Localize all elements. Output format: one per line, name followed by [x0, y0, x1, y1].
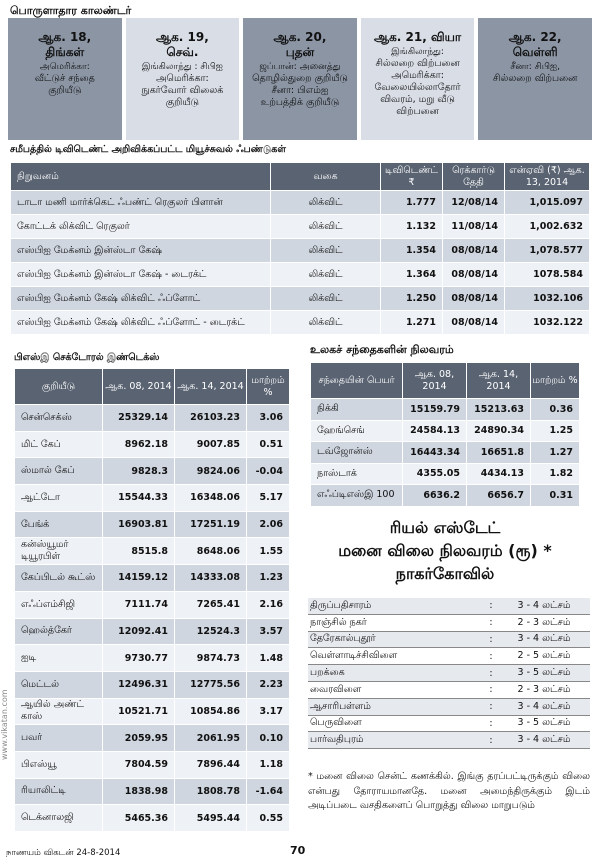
calendar-weekday: செவ். — [166, 45, 199, 59]
fund-name: டாடா மணி மார்க்கெட் ஃபண்ட் ரெகுலர் பிளான் — [11, 191, 271, 215]
fund-nav: 1,078.577 — [505, 239, 590, 263]
fund-dividend: 1.354 — [381, 239, 443, 263]
world-market-name: நாஸ்டாக் — [311, 463, 403, 485]
price-colon: : — [489, 684, 493, 696]
bse-index-name: ஆயில் அண்ட் காஸ் — [15, 698, 103, 725]
funds-table — [10, 162, 590, 335]
world-value-d2: 15213.63 — [467, 399, 531, 421]
bse-value-d1: 9828.3 — [103, 458, 175, 485]
price-value: 2 - 3 லட்சம் — [517, 616, 571, 628]
fund-record-date: 11/08/14 — [443, 215, 505, 239]
bse-row — [15, 645, 290, 672]
world-value-d1: 24584.13 — [403, 420, 467, 442]
bse-row — [15, 511, 290, 538]
calendar-weekday: புதன் — [285, 45, 315, 59]
calendar-event: தொழில்துறை குறியீடு — [252, 73, 348, 85]
calendar-event: குறியீடு — [165, 97, 199, 108]
world-value-d1: 16443.34 — [403, 442, 467, 464]
price-value: 3 - 5 லட்சம் — [517, 667, 571, 679]
price-row — [308, 632, 590, 649]
bse-value-d1: 7111.74 — [103, 591, 175, 618]
calendar-event: குறியீடு — [48, 85, 82, 97]
bse-value-d2: 2061.95 — [175, 725, 247, 752]
world-change: 1.27 — [531, 442, 580, 464]
bse-change: 1.55 — [247, 538, 290, 565]
bse-change: 2.23 — [247, 671, 290, 698]
fund-record-date: 08/08/14 — [443, 311, 505, 335]
calendar-date: ஆக. 21, வியா — [373, 30, 462, 44]
calendar-day — [243, 18, 357, 140]
price-colon: : — [489, 650, 493, 662]
bse-change: 1.23 — [247, 565, 290, 592]
fund-name: எஸ்பிஐ மேக்னம் கேஷ் லிக்விட் ஃப்ளோட் - டைரக்ட் — [11, 311, 271, 335]
calendar-day — [478, 18, 592, 140]
bse-index-name: கன்ஸ்யூமர் டியூரபிள் — [15, 538, 103, 565]
bse-row — [15, 725, 290, 752]
price-colon: : — [489, 717, 493, 729]
bse-title: பிஎஸ்இ செக்டோரல் இண்டெக்ஸ் — [14, 352, 160, 363]
calendar-event: சில்லறை விற்பனை — [493, 73, 578, 85]
fund-type: லிக்விட் — [271, 239, 381, 263]
fund-nav: 1032.106 — [505, 287, 590, 311]
price-value: 3 - 4 லட்சம் — [517, 700, 571, 712]
bse-value-d2: 10854.86 — [175, 698, 247, 725]
bse-index-name: மிட் கேப் — [15, 431, 103, 458]
bse-index-name: ஸ்மால் கேப் — [15, 458, 103, 485]
col-header: குறியீடு — [15, 369, 103, 405]
fund-nav: 1032.122 — [505, 311, 590, 335]
price-place: வெள்ளாடிச்சிவிளை — [310, 650, 398, 662]
bse-row — [15, 618, 290, 645]
bse-row — [15, 671, 290, 698]
bse-value-d2: 7265.41 — [175, 591, 247, 618]
price-row — [308, 598, 590, 615]
col-header: என்ஏவி (₹) ஆக. 13, 2014 — [505, 163, 590, 191]
col-header: ரெக்கார்டு தேதி — [443, 163, 505, 191]
fund-row — [11, 311, 590, 335]
bse-value-d2: 17251.19 — [175, 511, 247, 538]
world-change: 0.31 — [531, 485, 580, 507]
world-market-name: எஃப்டிஎஸ்இ 100 — [311, 485, 403, 507]
bse-value-d1: 16903.81 — [103, 511, 175, 538]
fund-nav: 1,002.632 — [505, 215, 590, 239]
calendar-title: பொருளாதார காலண்டர் — [10, 4, 132, 17]
price-colon: : — [489, 701, 493, 713]
bse-change: 1.48 — [247, 645, 290, 672]
bse-row — [15, 805, 290, 832]
fund-row — [11, 263, 590, 287]
calendar-weekday: திங்கள் — [45, 45, 85, 59]
bse-index-name: சென்செக்ஸ் — [15, 405, 103, 432]
bse-index-name: எஃப்எம்சிஜி — [15, 591, 103, 618]
price-row — [308, 665, 590, 682]
bse-value-d1: 25329.14 — [103, 405, 175, 432]
calendar-event: உற்பத்திக் குறியீடு — [260, 97, 340, 108]
fund-name: எஸ்பிஐ மேக்னம் கேஷ் லிக்விட் ஃப்ளோட் — [11, 287, 271, 311]
world-change: 1.25 — [531, 420, 580, 442]
bse-value-d2: 14333.08 — [175, 565, 247, 592]
price-value: 3 - 4 லட்சம் — [517, 734, 571, 746]
bse-value-d1: 8515.8 — [103, 538, 175, 565]
world-row — [311, 485, 580, 507]
fund-row — [11, 239, 590, 263]
fund-type: லிக்விட் — [271, 263, 381, 287]
fund-name: எஸ்பிஐ மேக்னம் இன்ஸ்டா கேஷ் - டைரக்ட் — [11, 263, 271, 287]
bse-change: 5.17 — [247, 485, 290, 512]
price-row — [308, 682, 590, 699]
col-header: சந்தையின் பெயர் — [311, 363, 403, 399]
site-watermark: www.vikatan.com — [0, 689, 9, 760]
fund-type: லிக்விட் — [271, 311, 381, 335]
bse-index-name: ஐடி — [15, 645, 103, 672]
fund-dividend: 1.777 — [381, 191, 443, 215]
calendar-event: சீனா: பிஎம்ஐ — [271, 85, 329, 97]
bse-row — [15, 538, 290, 565]
price-row — [308, 648, 590, 665]
price-value: 3 - 5 லட்சம் — [517, 717, 571, 729]
price-colon: : — [489, 667, 493, 679]
calendar-event: அமெரிக்கா: — [39, 62, 90, 72]
world-value-d1: 6636.2 — [403, 485, 467, 507]
fund-nav: 1078.584 — [505, 263, 590, 287]
bse-row — [15, 458, 290, 485]
price-row — [308, 716, 590, 733]
bse-change: 2.06 — [247, 511, 290, 538]
price-place: வைரவிளை — [310, 683, 362, 695]
fund-row — [11, 215, 590, 239]
bse-change: 0.10 — [247, 725, 290, 752]
fund-record-date: 12/08/14 — [443, 191, 505, 215]
bse-change: 3.17 — [247, 698, 290, 725]
calendar-event: நுகர்வோர் விலைக் — [141, 85, 224, 97]
col-header: ஆக. 08, 2014 — [103, 369, 175, 405]
bse-change: 2.16 — [247, 591, 290, 618]
world-row — [311, 442, 580, 464]
bse-value-d2: 12524.3 — [175, 618, 247, 645]
footer-magazine: நாணயம் விகடன் 24-8-2014 — [6, 848, 121, 858]
price-row — [308, 615, 590, 632]
bse-value-d2: 7896.44 — [175, 751, 247, 778]
calendar-event: வீட்டுச் சந்தை — [34, 73, 95, 85]
bse-index-name: ஆட்டோ — [15, 485, 103, 512]
bse-index-name: ஹெல்த்கேர் — [15, 618, 103, 645]
world-value-d2: 24890.34 — [467, 420, 531, 442]
world-title: உலகச் சந்தைகளின் நிலவரம் — [310, 343, 454, 356]
price-place: திருப்பதிசாரம் — [310, 599, 372, 611]
bse-row — [15, 591, 290, 618]
bse-value-d1: 8962.18 — [103, 431, 175, 458]
price-place: பறக்கை — [310, 667, 345, 679]
price-value: 3 - 4 லட்சம் — [517, 599, 571, 611]
world-row — [311, 463, 580, 485]
calendar-day — [8, 18, 122, 140]
world-value-d2: 16651.8 — [467, 442, 531, 464]
bse-value-d1: 12496.31 — [103, 671, 175, 698]
bse-change: 3.06 — [247, 405, 290, 432]
calendar-event: விவரம், மறு வீடு — [380, 93, 455, 105]
bse-value-d2: 5495.44 — [175, 805, 247, 832]
world-value-d1: 15159.79 — [403, 399, 467, 421]
price-value: 2 - 5 லட்சம் — [517, 650, 571, 662]
funds-title: சமீபத்தில் டிவிடெண்ட் அறிவிக்கப்பட்ட மியூச்சுவல் ஃபண்டுகள் — [10, 144, 286, 155]
calendar-event: சில்லறை விற்பனை — [375, 58, 460, 70]
bse-row — [15, 778, 290, 805]
price-colon: : — [489, 617, 493, 629]
calendar-day — [361, 18, 475, 140]
bse-table — [14, 368, 290, 832]
calendar-date: ஆக. 18, — [38, 30, 92, 44]
fund-row — [11, 287, 590, 311]
col-header: டிவிடெண்ட் ₹ — [381, 163, 443, 191]
price-place: பெருவிளை — [310, 717, 362, 729]
fund-row — [11, 191, 590, 215]
calendar-day — [126, 18, 240, 140]
calendar-event: வேலையில்லாதோர் — [374, 82, 461, 93]
bse-change: -0.04 — [247, 458, 290, 485]
price-colon: : — [489, 600, 493, 612]
fund-record-date: 08/08/14 — [443, 263, 505, 287]
calendar-date: ஆக. 22, — [508, 30, 562, 44]
bse-change: 3.57 — [247, 618, 290, 645]
calendar-event: அமெரிக்கா: — [156, 73, 209, 85]
realestate-heading-line: ரியல் எஸ்டேட் — [389, 518, 501, 537]
bse-value-d1: 1838.98 — [103, 778, 175, 805]
bse-change: 0.51 — [247, 431, 290, 458]
bse-value-d2: 9007.85 — [175, 431, 247, 458]
world-value-d2: 6656.7 — [467, 485, 531, 507]
bse-index-name: பேங்க் — [15, 511, 103, 538]
calendar-event: ஜப்பான்: அனைத்து — [259, 62, 341, 72]
realestate-heading-line: மனை விலை நிலவரம் (ரூ) * — [338, 541, 552, 561]
bse-change: -1.64 — [247, 778, 290, 805]
fund-type: லிக்விட் — [271, 215, 381, 239]
bse-value-d2: 26103.23 — [175, 405, 247, 432]
fund-type: லிக்விட் — [271, 191, 381, 215]
bse-change: 1.18 — [247, 751, 290, 778]
bse-value-d2: 12775.56 — [175, 671, 247, 698]
col-header: ஆக. 14, 2014 — [175, 369, 247, 405]
calendar-weekday: வெள்ளி — [512, 45, 558, 59]
bse-value-d1: 7804.59 — [103, 751, 175, 778]
price-place: தேரேகால்புதூர் — [310, 633, 376, 645]
price-place: ஆசாரிபள்ளம் — [310, 700, 371, 712]
price-value: 3 - 4 லட்சம் — [517, 633, 571, 645]
bse-value-d2: 9874.73 — [175, 645, 247, 672]
price-value: 2 - 3 லட்சம் — [517, 683, 571, 695]
bse-value-d1: 9730.77 — [103, 645, 175, 672]
world-value-d2: 4434.13 — [467, 463, 531, 485]
world-market-name: ஹேங்செங் — [311, 420, 403, 442]
bse-row — [15, 751, 290, 778]
bse-value-d1: 14159.12 — [103, 565, 175, 592]
bse-index-name: மெட்டல் — [15, 671, 103, 698]
calendar-date: ஆக. 20, — [273, 30, 327, 44]
world-market-name: நிக்கி — [311, 399, 403, 421]
bse-value-d2: 1808.78 — [175, 778, 247, 805]
calendar-date: ஆக. 19, — [155, 30, 209, 44]
calendar-event: விற்பனை — [396, 105, 439, 117]
bse-row — [15, 485, 290, 512]
realestate-heading — [310, 516, 580, 586]
col-header: ஆக. 08, 2014 — [403, 363, 467, 399]
bse-index-name: டெக்னாலஜி — [15, 805, 103, 832]
price-colon: : — [489, 734, 493, 746]
bse-value-d2: 16348.06 — [175, 485, 247, 512]
realestate-heading-line: நாகர்கோவில் — [395, 564, 495, 584]
col-header: மாற்றம் % — [247, 369, 290, 405]
calendar-event: அமெரிக்கா: — [391, 70, 444, 82]
col-header: ஆக. 14, 2014 — [467, 363, 531, 399]
fund-type: லிக்விட் — [271, 287, 381, 311]
world-market-name: டவ்ஜோன்ஸ் — [311, 442, 403, 464]
calendar-event: இங்கிலாந்து: — [391, 47, 444, 57]
calendar-strip — [8, 18, 592, 140]
bse-value-d1: 12092.41 — [103, 618, 175, 645]
world-value-d1: 4355.05 — [403, 463, 467, 485]
bse-index-name: பவர் — [15, 725, 103, 752]
col-header: மாற்றம் % — [531, 363, 580, 399]
world-change: 0.36 — [531, 399, 580, 421]
page-number: 70 — [290, 844, 306, 857]
price-place: நாஞ்சில் நகர் — [310, 616, 367, 628]
fund-dividend: 1.271 — [381, 311, 443, 335]
fund-dividend: 1.250 — [381, 287, 443, 311]
fund-dividend: 1.364 — [381, 263, 443, 287]
fund-name: எஸ்பிஐ மேக்னம் இன்ஸ்டா கேஷ் — [11, 239, 271, 263]
bse-change: 0.55 — [247, 805, 290, 832]
fund-record-date: 08/08/14 — [443, 239, 505, 263]
col-header: வகை — [271, 163, 381, 191]
bse-row — [15, 565, 290, 592]
fund-dividend: 1.132 — [381, 215, 443, 239]
bse-index-name: பிஎஸ்யூ — [15, 751, 103, 778]
bse-index-name: கேப்பிடல் கூட்ஸ் — [15, 565, 103, 592]
bse-row — [15, 405, 290, 432]
world-row — [311, 420, 580, 442]
world-row — [311, 399, 580, 421]
fund-name: கோட்டக் லிக்விட் ரெகுலர் — [11, 215, 271, 239]
realestate-note: * மனை விலை சென்ட் கணக்கில். இங்கு தரப்பட்டிருக்கும் விலை என்பது தோராயமானதே. மனை அமைந்திருக்கும் இடம் அடிப்படை வசதிகளைப் பொறுத்து விலை மாறுபடும் — [308, 771, 590, 812]
world-markets-table — [310, 362, 580, 507]
calendar-event: இங்கிலாந்து : சிபிஐ — [141, 62, 223, 72]
bse-row — [15, 698, 290, 725]
price-place: பார்வதிபுரம் — [310, 734, 364, 746]
world-change: 1.82 — [531, 463, 580, 485]
fund-record-date: 08/08/14 — [443, 287, 505, 311]
bse-value-d1: 2059.95 — [103, 725, 175, 752]
price-row — [308, 699, 590, 716]
price-row — [308, 732, 590, 749]
calendar-event: சீனா: சிபிஐ, — [510, 62, 560, 72]
bse-row — [15, 431, 290, 458]
bse-value-d2: 8648.06 — [175, 538, 247, 565]
bse-value-d1: 10521.71 — [103, 698, 175, 725]
bse-value-d2: 9824.06 — [175, 458, 247, 485]
bse-value-d1: 5465.36 — [103, 805, 175, 832]
fund-nav: 1,015.097 — [505, 191, 590, 215]
col-header: நிறுவனம் — [11, 163, 271, 191]
realestate-price-list — [308, 598, 590, 749]
bse-index-name: ரியாலிட்டி — [15, 778, 103, 805]
bse-value-d1: 15544.33 — [103, 485, 175, 512]
price-colon: : — [489, 633, 493, 645]
